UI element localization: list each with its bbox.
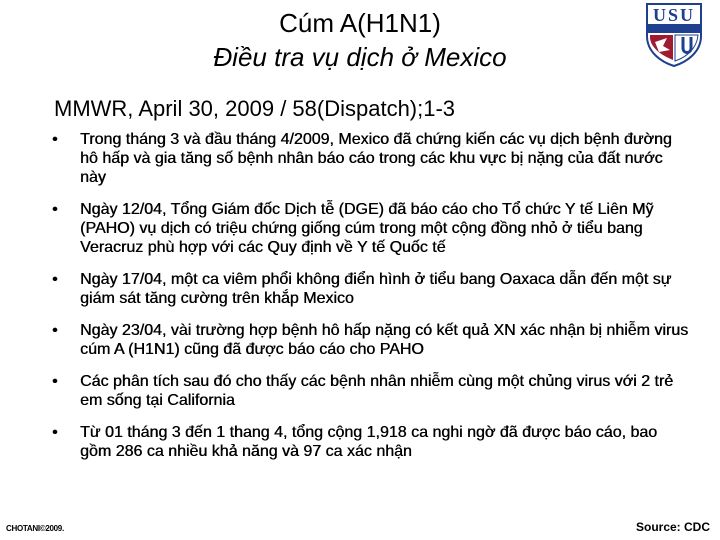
bullet-item: • Các phân tích sau đó cho thấy các bệnh nhân nhiễm cùng một chủng virus với 2 trẻ em sống tại California xyxy=(52,372,692,410)
source-footer: Source: CDC xyxy=(635,520,710,534)
bullet-item: • Ngày 12/04, Tổng Giám đốc Dịch tễ (DGE) đã báo cáo cho Tổ chức Y tế Liên Mỹ (PAHO) vụ dịch có triệu chứng giống cúm trong một cộng đồng nhỏ ở tiểu bang Veracruz phù hợp với các Quy định về Y tế Quốc tế xyxy=(52,200,692,257)
slide-title: Cúm A(H1N1) xyxy=(279,8,441,38)
slide-subtitle: Điều tra vụ dịch ở Mexico xyxy=(213,42,507,72)
bullet-item: • Trong tháng 3 và đầu tháng 4/2009, Mexico đã chứng kiến các vụ dịch bệnh đường hô hấp và gia tăng số bệnh nhân báo cáo trong các khu vực bị nặng của đất nước này xyxy=(52,130,692,187)
copyright-footer: CHOTANI©2009. xyxy=(6,524,64,533)
bullet-item: • Từ 01 tháng 3 đến 1 thang 4, tổng cộng 1,918 ca nghi ngờ đã được báo cáo, bao gồm 286 ca nhiều khả năng và 97 ca xác nhận xyxy=(52,423,692,461)
mmwr-reference: MMWR, April 30, 2009 / 58(Dispatch);1-3 xyxy=(54,96,456,121)
usu-logo xyxy=(643,2,705,68)
bullet-item: • Ngày 23/04, vài trường hợp bệnh hô hấp nặng có kết quả XN xác nhận bị nhiễm virus cúm A (H1N1) cũng đã được báo cáo cho PAHO xyxy=(52,321,692,359)
logo-letters: USU xyxy=(652,5,696,25)
bullet-list xyxy=(52,130,692,474)
bullet-item: • Ngày 17/04, một ca viêm phổi không điển hình ở tiểu bang Oaxaca dẫn đến một sự giám sát tăng cường trên khắp Mexico xyxy=(52,270,692,308)
